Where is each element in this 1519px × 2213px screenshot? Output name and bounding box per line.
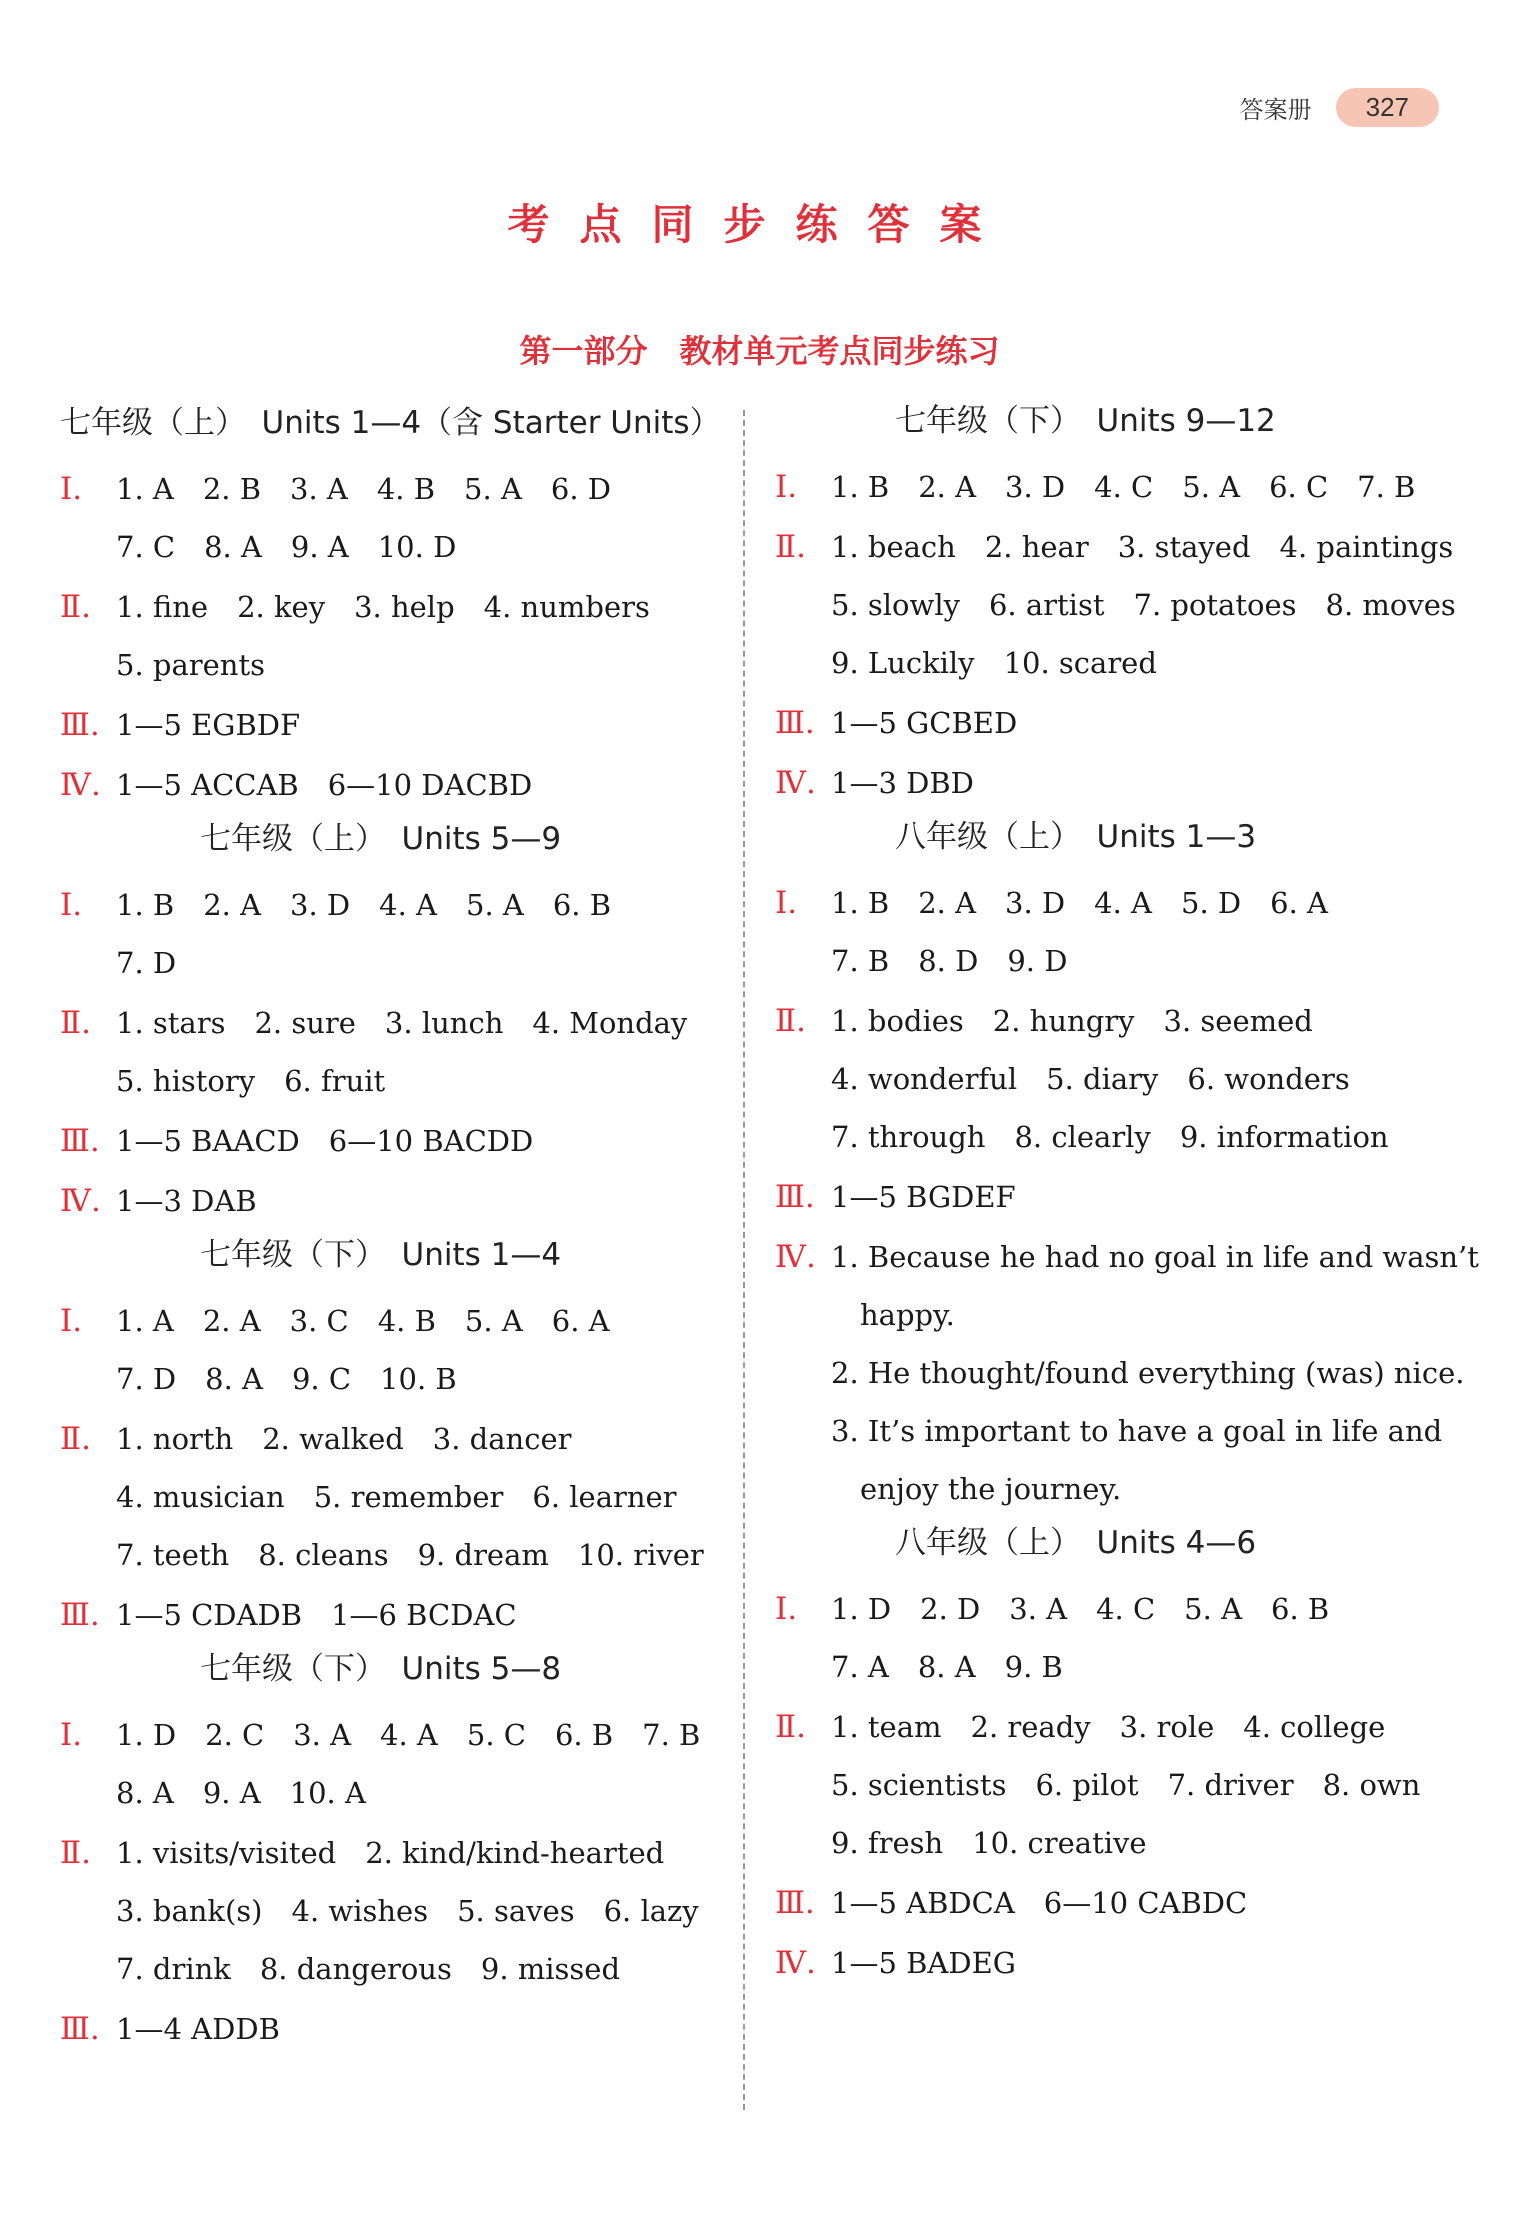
answer-section	[60, 1232, 740, 1644]
answer-line: 1. B 2. A 3. D 4. A 5. D 6. A	[831, 886, 1328, 920]
answer-line: 1—3 DAB	[116, 1184, 257, 1218]
roman-numeral: Ⅳ.	[60, 1183, 101, 1219]
question-group	[775, 1934, 1465, 1992]
answer-line: 1. Because he had no goal in life and wasn’t	[831, 1240, 1479, 1274]
right-column	[775, 398, 1479, 1994]
question-group	[60, 578, 740, 694]
answer-line: 1. team 2. ready 3. role 4. college	[831, 1710, 1386, 1744]
answer-line: 1. B 2. A 3. D 4. A 5. A 6. B	[116, 888, 612, 922]
roman-numeral: Ⅳ.	[775, 1945, 816, 1981]
section-title: 七年级（下） Units 5—8	[200, 1651, 562, 1687]
answer-line: 8. A 9. A 10. A	[116, 1776, 366, 1810]
answer-line: 1. north 2. walked 3. dancer	[116, 1422, 572, 1456]
answer-line: 1. fine 2. key 3. help 4. numbers	[116, 590, 650, 624]
book-label: 答案册	[1239, 96, 1312, 124]
answer-line: 1. D 2. C 3. A 4. A 5. C 6. B 7. B	[116, 1718, 701, 1752]
roman-numeral: Ⅱ.	[775, 529, 806, 565]
section-title: 八年级（上） Units 4—6	[895, 1525, 1257, 1561]
roman-numeral: Ⅳ.	[775, 1239, 816, 1275]
question-group	[775, 992, 1465, 1166]
question-group	[60, 876, 740, 992]
answer-line: 1. visits/visited 2. kind/kind-hearted	[116, 1836, 665, 1870]
roman-numeral: Ⅰ.	[775, 885, 798, 921]
question-group	[775, 874, 1465, 990]
answer-line: 3. bank(s) 4. wishes 5. saves 6. lazy	[116, 1894, 699, 1928]
section-title: 七年级（下） Units 9—12	[895, 403, 1276, 439]
answer-line: 9. fresh 10. creative	[831, 1826, 1147, 1860]
part-title: 第一部分 教材单元考点同步练习	[519, 332, 1000, 370]
roman-numeral: Ⅱ.	[775, 1003, 806, 1039]
answer-line: 1—5 ACCAB 6—10 DACBD	[116, 768, 533, 802]
answer-line: 3. It’s important to have a goal in life and	[831, 1414, 1443, 1448]
section-title: 八年级（上） Units 1—3	[895, 819, 1257, 855]
roman-numeral: Ⅲ.	[60, 707, 100, 743]
answer-line: 1—5 GCBED	[831, 706, 1018, 740]
question-group	[60, 460, 740, 576]
answer-line: 7. A 8. A 9. B	[831, 1650, 1063, 1684]
answer-line: 7. D	[116, 946, 177, 980]
question-group	[60, 2000, 740, 2058]
answer-line: 1—5 CDADB 1—6 BCDAC	[116, 1598, 517, 1632]
answer-line: 4. wonderful 5. diary 6. wonders	[831, 1062, 1350, 1096]
roman-numeral: Ⅱ.	[60, 1421, 91, 1457]
answer-line: 1—5 BADEG	[831, 1946, 1016, 1980]
answer-section	[60, 400, 740, 814]
question-group	[775, 1580, 1465, 1696]
answer-line: 7. D 8. A 9. C 10. B	[116, 1362, 457, 1396]
roman-numeral: Ⅰ.	[775, 469, 798, 505]
answer-line: 2. He thought/found everything (was) nice.	[831, 1356, 1465, 1390]
column-divider	[743, 410, 745, 2110]
answer-line: 1. stars 2. sure 3. lunch 4. Monday	[116, 1006, 688, 1040]
question-group	[60, 756, 740, 814]
answer-line: happy.	[831, 1298, 955, 1332]
answer-line: 1. B 2. A 3. D 4. C 5. A 6. C 7. B	[831, 470, 1416, 504]
answer-line: 7. C 8. A 9. A 10. D	[116, 530, 457, 564]
answer-section	[775, 814, 1479, 1518]
answer-section	[775, 398, 1465, 812]
roman-numeral: Ⅱ.	[60, 1835, 91, 1871]
answer-line: 1—5 EGBDF	[116, 708, 301, 742]
question-group	[775, 518, 1465, 692]
answer-line: 1. bodies 2. hungry 3. seemed	[831, 1004, 1313, 1038]
left-column	[60, 400, 740, 2060]
answer-line: 5. slowly 6. artist 7. potatoes 8. moves	[831, 588, 1456, 622]
question-group	[60, 1292, 740, 1408]
section-title: 七年级（下） Units 1—4	[200, 1237, 562, 1273]
answer-line: 1. A 2. A 3. C 4. B 5. A 6. A	[116, 1304, 610, 1338]
section-title: 七年级（上） Units 1—4（含 Starter Units）	[60, 405, 721, 441]
answer-line: 4. musician 5. remember 6. learner	[116, 1480, 677, 1514]
question-group	[60, 696, 740, 754]
question-group	[60, 1586, 740, 1644]
roman-numeral: Ⅲ.	[775, 705, 815, 741]
answer-line: 7. B 8. D 9. D	[831, 944, 1068, 978]
question-group	[60, 1824, 740, 1998]
roman-numeral: Ⅱ.	[60, 589, 91, 625]
answer-line: enjoy the journey.	[831, 1472, 1122, 1506]
question-group	[60, 1410, 740, 1584]
question-group	[775, 694, 1465, 752]
roman-numeral: Ⅰ.	[775, 1591, 798, 1627]
roman-numeral: Ⅰ.	[60, 887, 83, 923]
answer-section	[775, 1520, 1465, 1992]
answer-line: 1. beach 2. hear 3. stayed 4. paintings	[831, 530, 1454, 564]
roman-numeral: Ⅲ.	[60, 2011, 100, 2047]
answer-line: 5. history 6. fruit	[116, 1064, 386, 1098]
answer-line: 7. drink 8. dangerous 9. missed	[116, 1952, 621, 1986]
answer-line: 1—3 DBD	[831, 766, 974, 800]
roman-numeral: Ⅲ.	[60, 1123, 100, 1159]
roman-numeral: Ⅲ.	[60, 1597, 100, 1633]
question-group	[775, 754, 1465, 812]
question-group	[775, 1874, 1465, 1932]
answer-line: 1—5 ABDCA 6—10 CABDC	[831, 1886, 1248, 1920]
page-number: 327	[1336, 88, 1439, 127]
answer-line: 5. scientists 6. pilot 7. driver 8. own	[831, 1768, 1421, 1802]
answer-line: 7. through 8. clearly 9. information	[831, 1120, 1389, 1154]
question-group	[60, 1172, 740, 1230]
roman-numeral: Ⅰ.	[60, 1717, 83, 1753]
answer-line: 1. D 2. D 3. A 4. C 5. A 6. B	[831, 1592, 1330, 1626]
answer-line: 1—4 ADDB	[116, 2012, 280, 2046]
roman-numeral: Ⅱ.	[775, 1709, 806, 1745]
answer-line: 7. teeth 8. cleans 9. dream 10. river	[116, 1538, 704, 1572]
answer-line: 1—5 BGDEF	[831, 1180, 1016, 1214]
answer-line: 1. A 2. B 3. A 4. B 5. A 6. D	[116, 472, 612, 506]
page-header	[1240, 88, 1439, 127]
roman-numeral: Ⅲ.	[775, 1885, 815, 1921]
answer-line: 9. Luckily 10. scared	[831, 646, 1157, 680]
roman-numeral: Ⅲ.	[775, 1179, 815, 1215]
roman-numeral: Ⅰ.	[60, 1303, 83, 1339]
question-group	[60, 1112, 740, 1170]
roman-numeral: Ⅳ.	[60, 767, 101, 803]
question-group	[775, 458, 1465, 516]
answer-line: 5. parents	[116, 648, 265, 682]
question-group	[775, 1168, 1465, 1226]
roman-numeral: Ⅱ.	[60, 1005, 91, 1041]
question-group	[60, 994, 740, 1110]
question-group	[60, 1706, 740, 1822]
answer-section	[60, 816, 740, 1230]
question-group	[775, 1698, 1465, 1872]
roman-numeral: Ⅳ.	[775, 765, 816, 801]
roman-numeral: Ⅰ.	[60, 471, 83, 507]
question-group	[775, 1228, 1479, 1518]
section-title: 七年级（上） Units 5—9	[200, 821, 562, 857]
answer-line: 1—5 BAACD 6—10 BACDD	[116, 1124, 534, 1158]
answer-section	[60, 1646, 740, 2058]
page-title: 考点同步练答案	[507, 200, 1012, 249]
